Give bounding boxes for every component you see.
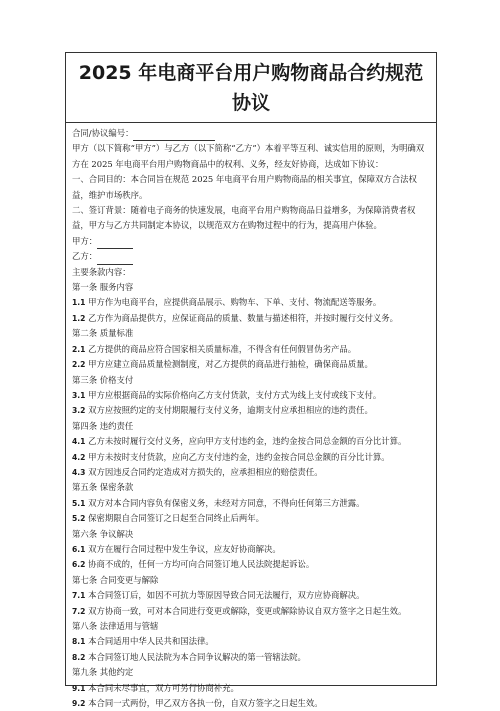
clause [72,588,431,603]
article-heading: 第九条 其他约定 [72,667,134,678]
article-heading: 第七条 合同变更与解除 [72,574,159,585]
clause-number: 5.1 [72,498,86,508]
clause-number: 9.2 [72,699,86,709]
clause [72,311,431,326]
clause-text: 本合同签订地人民法院为本合同争议解决的第一管辖法院。 [88,651,306,662]
clause [72,450,431,465]
clause-number: 6.2 [72,560,86,570]
party-b-line [72,249,431,264]
contract-number-line [72,126,431,141]
clause-text: 协商不成的，任何一方均可向合同签订地人民法院提起诉讼。 [88,559,315,570]
article-heading: 第五条 保密条款 [72,482,134,493]
clause-text: 双方对本合同内容负有保密义务，未经对方同意，不得向任何第三方泄露。 [88,497,365,508]
articles-list [72,280,431,711]
clause-text: 甲方应根据商品的实际价格向乙方支付货款，支付方式为线上支付或线下支付。 [88,389,382,400]
clause-number: 4.2 [72,452,86,462]
party-b-label: 乙方： [72,251,98,262]
clause-text: 本合同一式两份，甲乙双方各执一份，自双方签字之日起生效。 [88,698,323,709]
clause [72,511,431,526]
article-heading: 第四条 违约责任 [72,420,134,431]
clause-text: 乙方未按时履行交付义务，应向甲方支付违约金，违约金按合同总金额的百分比计算。 [88,436,407,447]
party-a-line [72,234,431,249]
clause-number: 7.2 [72,606,86,616]
contract-number-label: 合同/协议编号： [72,128,134,138]
article-heading: 第二条 质量标准 [72,328,134,339]
clause-number: 3.1 [72,390,86,400]
contract-number-blank [133,129,215,141]
clause-number: 8.1 [72,637,86,647]
clause [72,403,431,418]
party-b-blank [97,253,133,265]
document-body [66,123,436,711]
clause-text: 乙方作为商品提供方，应保证商品的质量、数量与描述相符，并按时履行交付义务。 [88,312,398,323]
clause-number: 3.2 [72,406,86,416]
clause-number: 4.1 [72,437,86,447]
clause-text: 本合同未尽事宜，双方可另行协商补充。 [88,682,239,693]
clause [72,650,431,665]
clause [72,342,431,357]
clause-text: 甲方未按时支付货款，应向乙方支付违约金，违约金按合同总金额的百分比计算。 [88,451,390,462]
clause [72,434,431,449]
background-paragraph: 二、签订背景：随着电子商务的快速发展，电商平台用户购物商品日益增多，为保障消费者权益，甲方与乙方共同制定本协议，以规范双方在购物过程中的行为，提高用户体验。 [72,205,416,231]
clause [72,295,431,310]
clause-text: 双方在履行合同过程中发生争议，应友好协商解决。 [88,543,281,554]
clause-number: 2.1 [72,344,86,354]
clause [72,696,431,711]
clause [72,634,431,649]
main-terms-label: 主要条款内容： [72,266,131,277]
clause [72,604,431,619]
document-title: 2025 年电商平台用户购物商品合约规范协议 [78,61,424,114]
article-heading: 第三条 价格支付 [72,374,134,385]
clause-text: 本合同适用中华人民共和国法律。 [88,636,214,647]
clause-number: 5.2 [72,514,86,524]
clause [72,557,431,572]
clause-text: 保密期限自合同签订之日起至合同终止后两年。 [88,513,264,524]
clause-number: 4.3 [72,467,86,477]
clause-text: 双方应按照约定的支付期限履行支付义务，逾期支付应承担相应的违约责任。 [88,405,373,416]
clause-number: 2.2 [72,360,86,370]
clause-number: 9.1 [72,683,86,693]
clause [72,465,431,480]
intro-paragraph: 甲方（以下简称“甲方”）与乙方（以下简称“乙方”）本着平等互利、诚实信用的原则，为明确双方在 2025 年电商平台用户购物商品中的权利、义务，经友好协商，达成如下协议： [72,143,425,169]
clause [72,388,431,403]
clause-text: 本合同签订后，如因不可抗力等原因导致合同无法履行，双方应协商解决。 [88,590,365,601]
article-heading: 第一条 服务内容 [72,282,134,293]
clause-text: 甲方应建立商品质量检测制度，对乙方提供的商品进行抽检，确保商品质量。 [88,359,373,370]
clause-number: 8.2 [72,652,86,662]
clause [72,357,431,372]
clause [72,681,431,696]
title-cell [66,53,436,123]
clause-number: 1.1 [72,298,86,308]
clause-number: 7.1 [72,591,86,601]
clause [72,496,431,511]
clause-number: 6.1 [72,544,86,554]
party-a-label: 甲方： [72,235,98,246]
article-heading: 第六条 争议解决 [72,528,134,539]
purpose-paragraph: 一、合同目的：本合同旨在规范 2025 年电商平台用户购物商品的相关事宜，保障双方合法权益，维护市场秩序。 [72,174,417,200]
clause-text: 双方协商一致，可对本合同进行变更或解除，变更或解除协议自双方签字之日起生效。 [88,605,407,616]
clause-text: 乙方提供的商品应符合国家相关质量标准，不得含有任何假冒伪劣产品。 [88,343,357,354]
clause-text: 甲方作为电商平台，应提供商品展示、购物车、下单、支付、物流配送等服务。 [88,297,382,308]
clause [72,542,431,557]
article-heading: 第八条 法律适用与管辖 [72,621,159,631]
contract-sheet [65,52,437,709]
clause-number: 1.2 [72,313,86,323]
clause-text: 双方因违反合同约定造成对方损失的，应承担相应的赔偿责任。 [88,466,323,477]
party-a-blank [97,237,133,249]
